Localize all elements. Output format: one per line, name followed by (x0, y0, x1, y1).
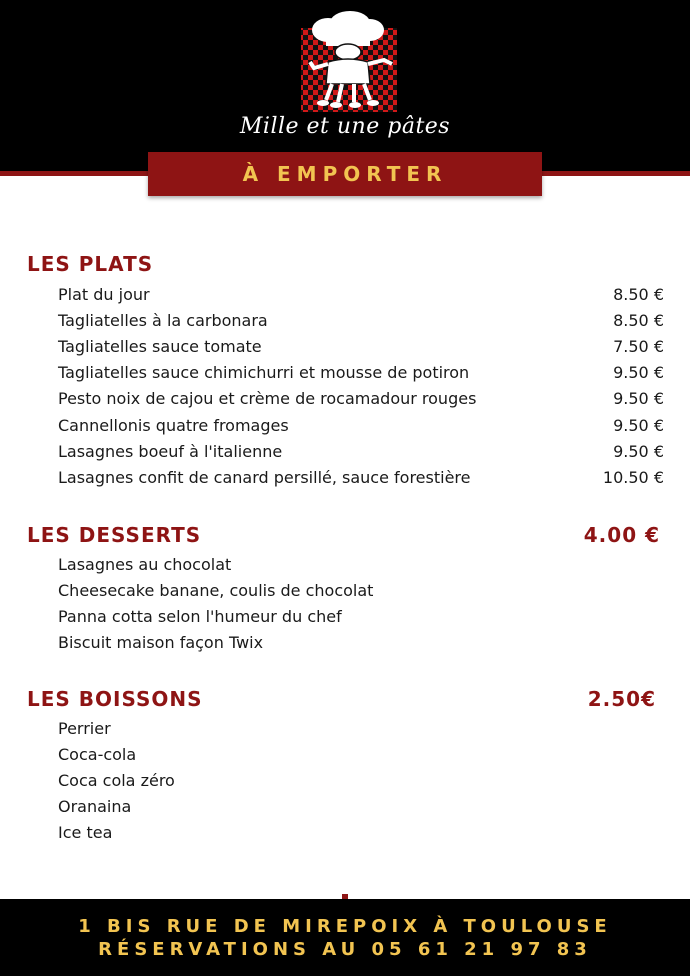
section-title-desserts: LES DESSERTS (27, 523, 202, 547)
desserts-list (58, 551, 664, 656)
section-price-boissons: 2.50€ (587, 687, 656, 711)
list-item: Tagliatelles sauce chimichurri et mousse de potiron 9.50 € (58, 363, 664, 383)
section-title-boissons: LES BOISSONS (27, 687, 203, 711)
list-item: Pesto noix de cajou et crème de rocamadour rouges 9.50 € (58, 389, 664, 409)
list-item: Tagliatelles à la carbonara 8.50 € (58, 310, 664, 330)
item-price: 8.50 € (613, 284, 664, 304)
brand-name: Mille et une pâtes (239, 114, 451, 139)
list-item: Plat du jour 8.50 € (58, 284, 664, 304)
item-price: 10.50 € (602, 467, 664, 487)
list-item: Panna cotta selon l'humeur du chef (58, 606, 342, 626)
list-item: Oranaina (58, 797, 132, 817)
list-item: Lasagnes boeuf à l'italienne 9.50 € (58, 441, 664, 461)
item-price: 9.50 € (613, 441, 664, 461)
footer-band (0, 899, 690, 976)
list-item: Tagliatelles sauce tomate 7.50 € (58, 336, 664, 356)
list-item: Biscuit maison façon Twix (58, 633, 264, 653)
list-item: Coca cola zéro (58, 770, 175, 790)
boissons-list (58, 715, 664, 846)
list-item: Lasagnes confit de canard persillé, sauce forestière 10.50 € (58, 467, 664, 487)
list-item: Cheesecake banane, coulis de chocolat (58, 580, 374, 600)
item-price: 9.50 € (613, 363, 664, 383)
item-price: 9.50 € (613, 389, 664, 409)
plats-list (58, 281, 664, 491)
footer-address: 1 BIS RUE DE MIREPOIX À TOULOUSE (78, 916, 612, 937)
chef-logo-icon (298, 10, 400, 114)
footer-reservations: RÉSERVATIONS AU 05 61 21 97 83 (98, 939, 592, 960)
list-item: Lasagnes au chocolat (58, 554, 232, 574)
item-price: 7.50 € (613, 336, 664, 356)
banner-label: À EMPORTER (242, 162, 448, 186)
list-item: Perrier (58, 718, 111, 738)
section-price-desserts: 4.00 € (583, 523, 660, 547)
list-item: Coca-cola (58, 744, 137, 764)
list-item: Cannellonis quatre fromages 9.50 € (58, 415, 664, 435)
takeaway-banner (148, 152, 542, 196)
list-item: Ice tea (58, 823, 113, 843)
section-title-plats: LES PLATS (27, 252, 154, 276)
item-price: 9.50 € (613, 415, 664, 435)
item-price: 8.50 € (613, 310, 664, 330)
